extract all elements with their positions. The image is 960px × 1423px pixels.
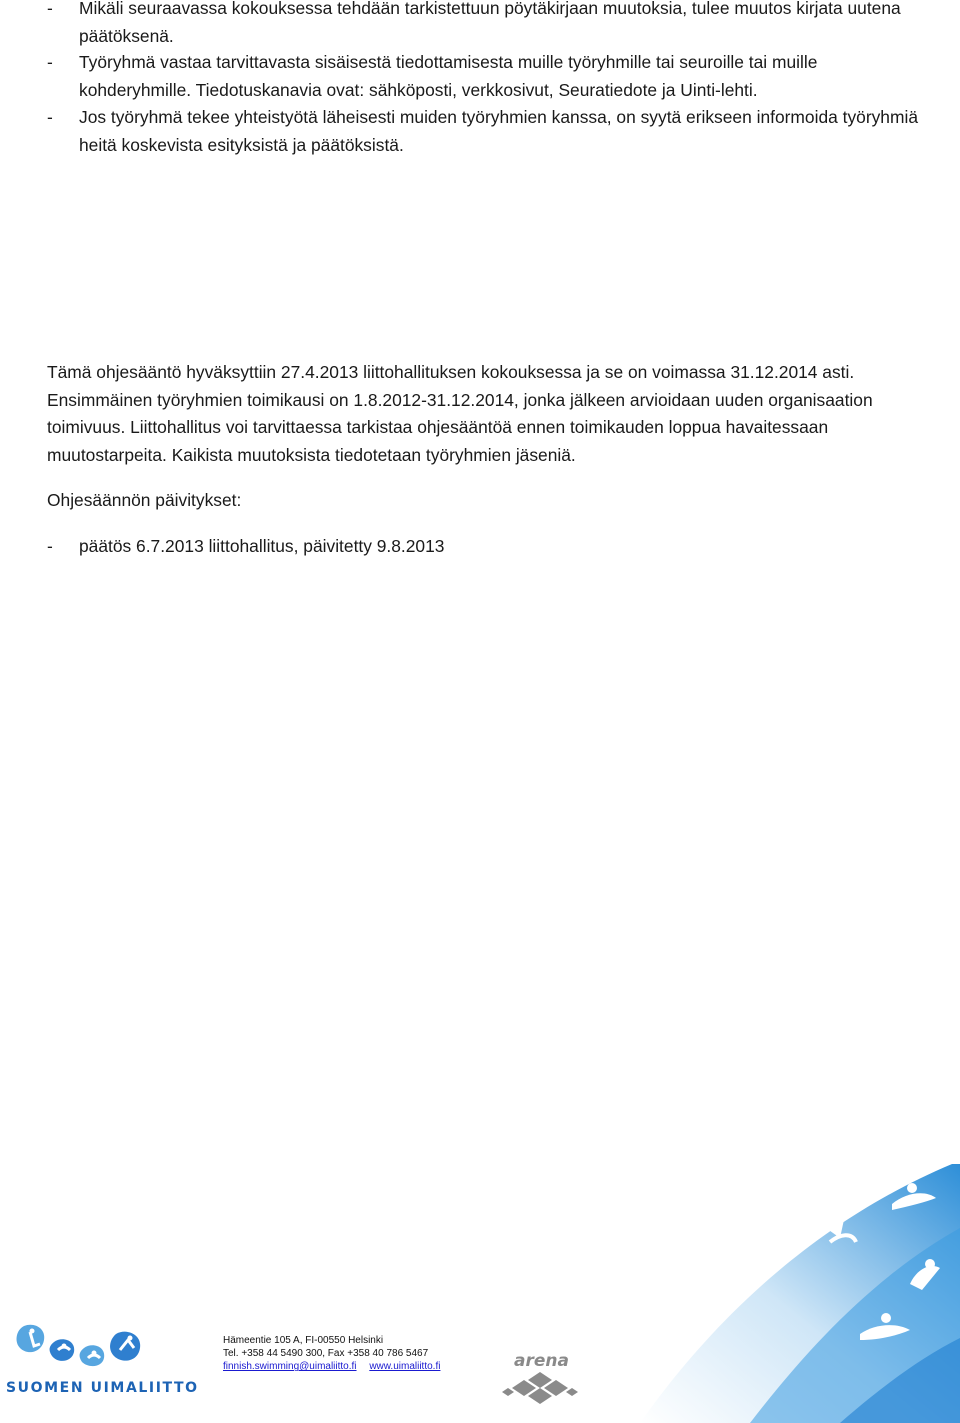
logo-wordmark: SUOMEN UIMALIITTO [6, 1380, 199, 1396]
list-item-text: päätös 6.7.2013 liittohallitus, päivitetty 9.8.2013 [79, 536, 445, 556]
text-line: Jos työryhmä tekee yhteistyötä läheisesti muiden työryhmien kanssa, on syytä erikseen informoida työryhmiä [79, 107, 918, 127]
text-line: kohderyhmille. Tiedotuskanavia ovat: sähköposti, verkkosivut, Seuratiedote ja Uinti-lehti. [79, 79, 758, 100]
list-item-text [79, 49, 957, 104]
text-line: heitä koskevista esityksistä ja päätöksistä. [79, 134, 404, 155]
arena-diamond-logo [500, 1348, 584, 1404]
list-item-text [79, 104, 957, 159]
text-line: muutostarpeita. Kaikista muutoksista tiedotetaan työryhmien jäseniä. [47, 444, 576, 465]
email-link[interactable]: finnish.swimming@uimaliitto.fi [223, 1361, 357, 1373]
bullet-dash: - [47, 52, 53, 72]
text-line: päätöksenä. [79, 25, 174, 46]
suomen-uimaliitto-logo [2, 1320, 182, 1380]
text-line: Tämä ohjesääntö hyväksyttiin 27.4.2013 liittohallituksen kokouksessa ja se on voimassa 31.12.2014 asti. [47, 362, 855, 382]
text-line: toimivuus. Liittohallitus voi tarvittaessa tarkistaa ohjesääntöä ennen toimikauden loppua havaitessaan [47, 417, 829, 437]
footer-address: Hämeentie 105 A, FI-00550 Helsinki [223, 1335, 384, 1346]
website-link[interactable]: www.uimaliitto.fi [369, 1361, 441, 1373]
swimmer-pictogram-icon [17, 1325, 141, 1366]
sponsor-name: arena [514, 1351, 569, 1371]
updates-heading: Ohjesäännön päivitykset: [47, 490, 242, 510]
text-line: Ensimmäinen työryhmien toimikausi on 1.8.2012-31.12.2014, jonka jälkeen arvioidaan uuden organisaation [47, 389, 873, 410]
bullet-dash: - [47, 536, 53, 556]
text-line: Työryhmä vastaa tarvittavasta sisäisestä tiedottamisesta muille työryhmille tai seuroille tai muille [79, 52, 818, 72]
footer-phone: Tel. +358 44 5490 300, Fax +358 40 786 5467 [223, 1348, 429, 1360]
list-item-text [79, 0, 957, 50]
text-line: Mikäli seuraavassa kokouksessa tehdään tarkistettuun pöytäkirjaan muutoksia, tulee muutos kirjata uutena [79, 0, 901, 18]
footer-contact [223, 1334, 523, 1374]
swoosh-decoration [630, 1158, 960, 1423]
bullet-dash: - [47, 0, 53, 18]
bullet-dash: - [47, 107, 53, 127]
approval-paragraph [47, 359, 927, 469]
footer-links [223, 1360, 523, 1373]
